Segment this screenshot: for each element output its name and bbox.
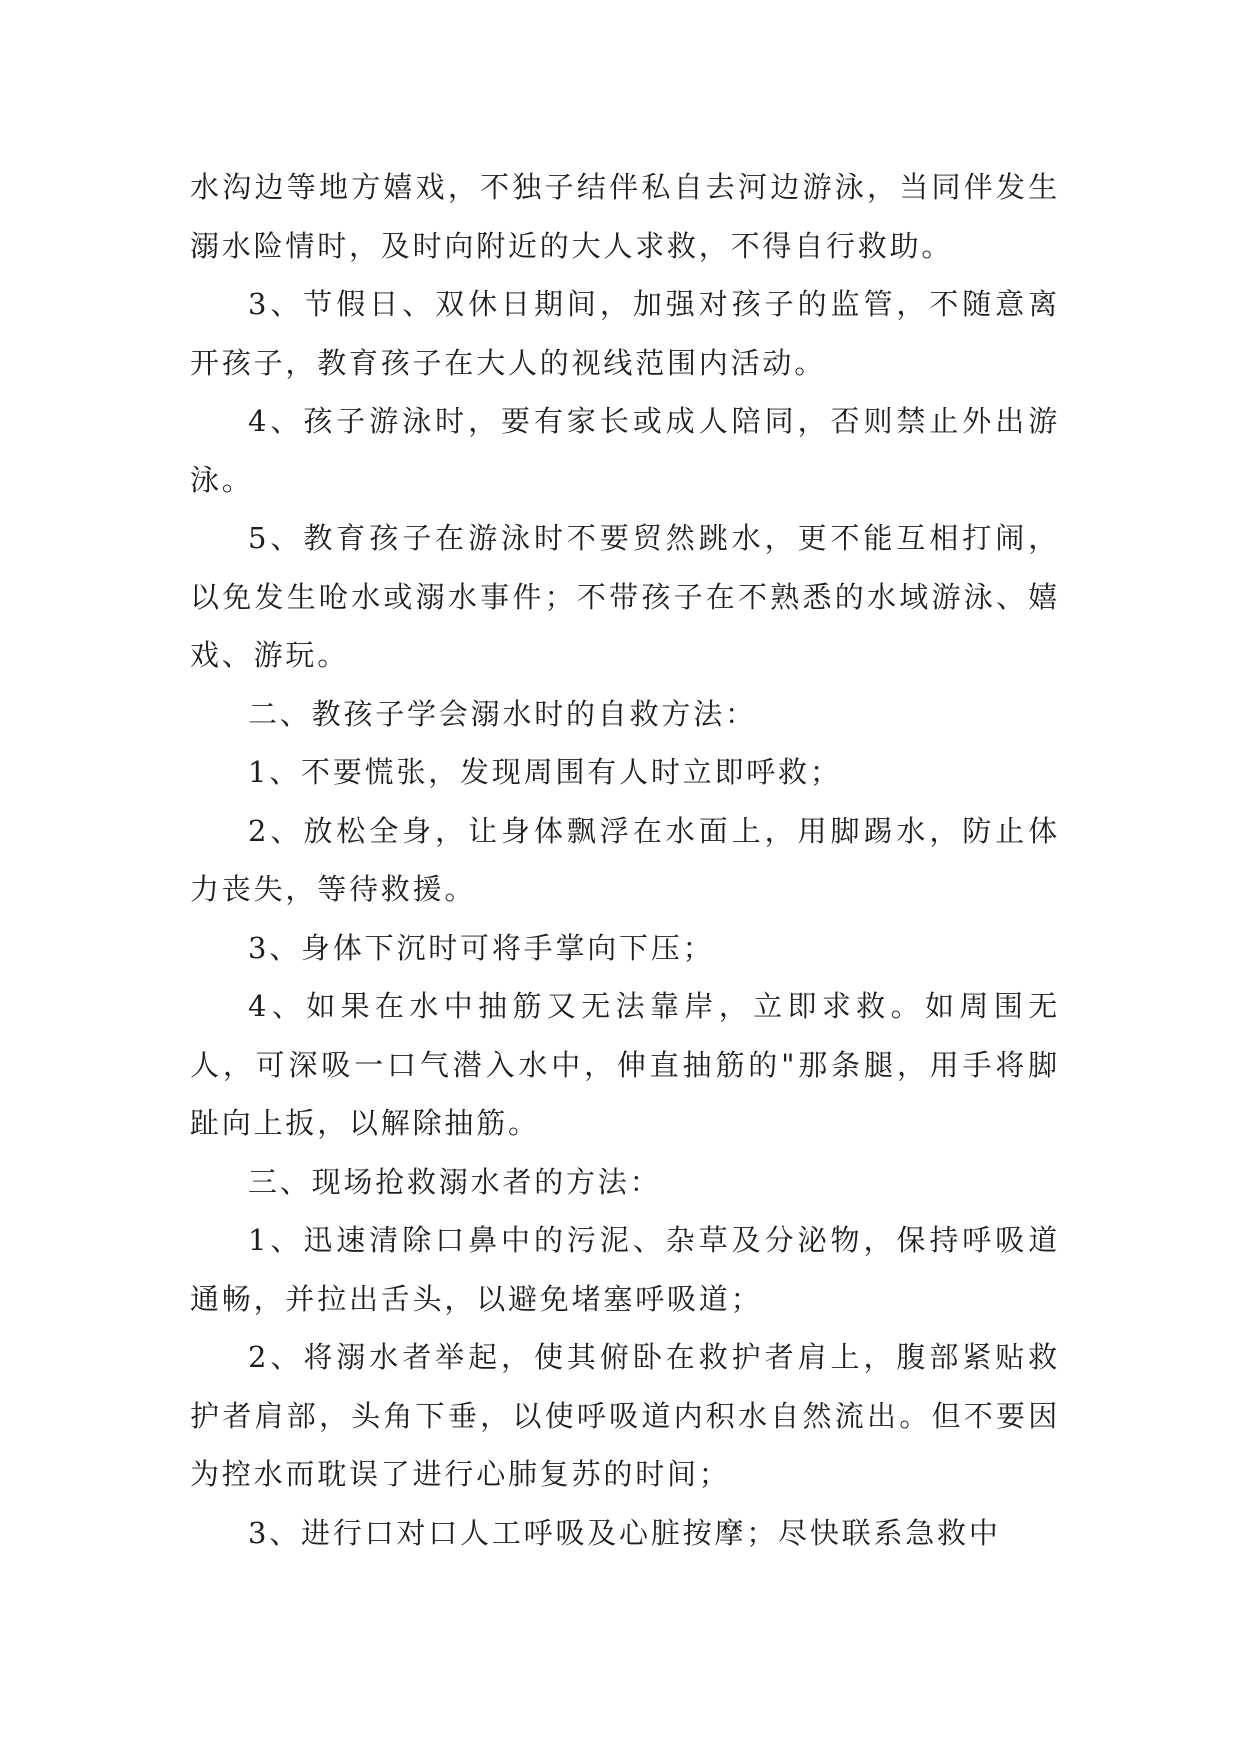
section-heading-self-rescue: 二、教孩子学会溺水时的自救方法： [248,696,757,731]
paragraph-item-5-no-diving: 5、教育孩子在游泳时不要贸然跳水，更不能互相打闹，以免发生呛水或溺水事件；不带孩子在不熟悉的水域游泳、嬉戏、游玩。 [190,521,1060,672]
paragraph-continuation: 水沟边等地方嬉戏，不独子结伴私自去河边游泳，当同伴发生溺水险情时，及时向附近的大人求救，不得自行救助。 [190,170,1060,263]
paragraph-item-3-supervision: 3、节假日、双休日期间，加强对孩子的监管，不随意离开孩子，教育孩子在大人的视线范围内活动。 [190,287,1060,380]
paragraph-onsite-rescue-1: 1、迅速清除口鼻中的污泥、杂草及分泌物，保持呼吸道通畅，并拉出舌头，以避免堵塞呼吸道； [190,1223,1060,1316]
paragraph-self-rescue-4: 4、如果在水中抽筋又无法靠岸，立即求救。如周围无人，可深吸一口气潜入水中，伸直抽筋的"那条腿，用手将脚趾向上扳，以解除抽筋。 [190,989,1060,1140]
paragraph-self-rescue-1: 1、不要慌张，发现周围有人时立即呼救； [248,755,842,789]
document-body [190,158,1060,1562]
paragraph-self-rescue-2: 2、放松全身，让身体飘浮在水面上，用脚踢水，防止体力丧失，等待救援。 [190,813,1060,906]
paragraph-onsite-rescue-3: 3、进行口对口人工呼吸及心脏按摩；尽快联系急救中 [248,1515,1001,1550]
paragraph-self-rescue-3: 3、身体下沉时可将手掌向下压； [248,930,715,965]
paragraph-item-4-accompany: 4、孩子游泳时，要有家长或成人陪同，否则禁止外出游泳。 [190,404,1060,497]
paragraph-onsite-rescue-2: 2、将溺水者举起，使其俯卧在救护者肩上，腹部紧贴救护者肩部，头角下垂，以使呼吸道内积水自然流出。但不要因为控水而耽误了进行心肺复苏的时间； [190,1340,1060,1491]
section-heading-onsite-rescue: 三、现场抢救溺水者的方法： [248,1164,662,1199]
